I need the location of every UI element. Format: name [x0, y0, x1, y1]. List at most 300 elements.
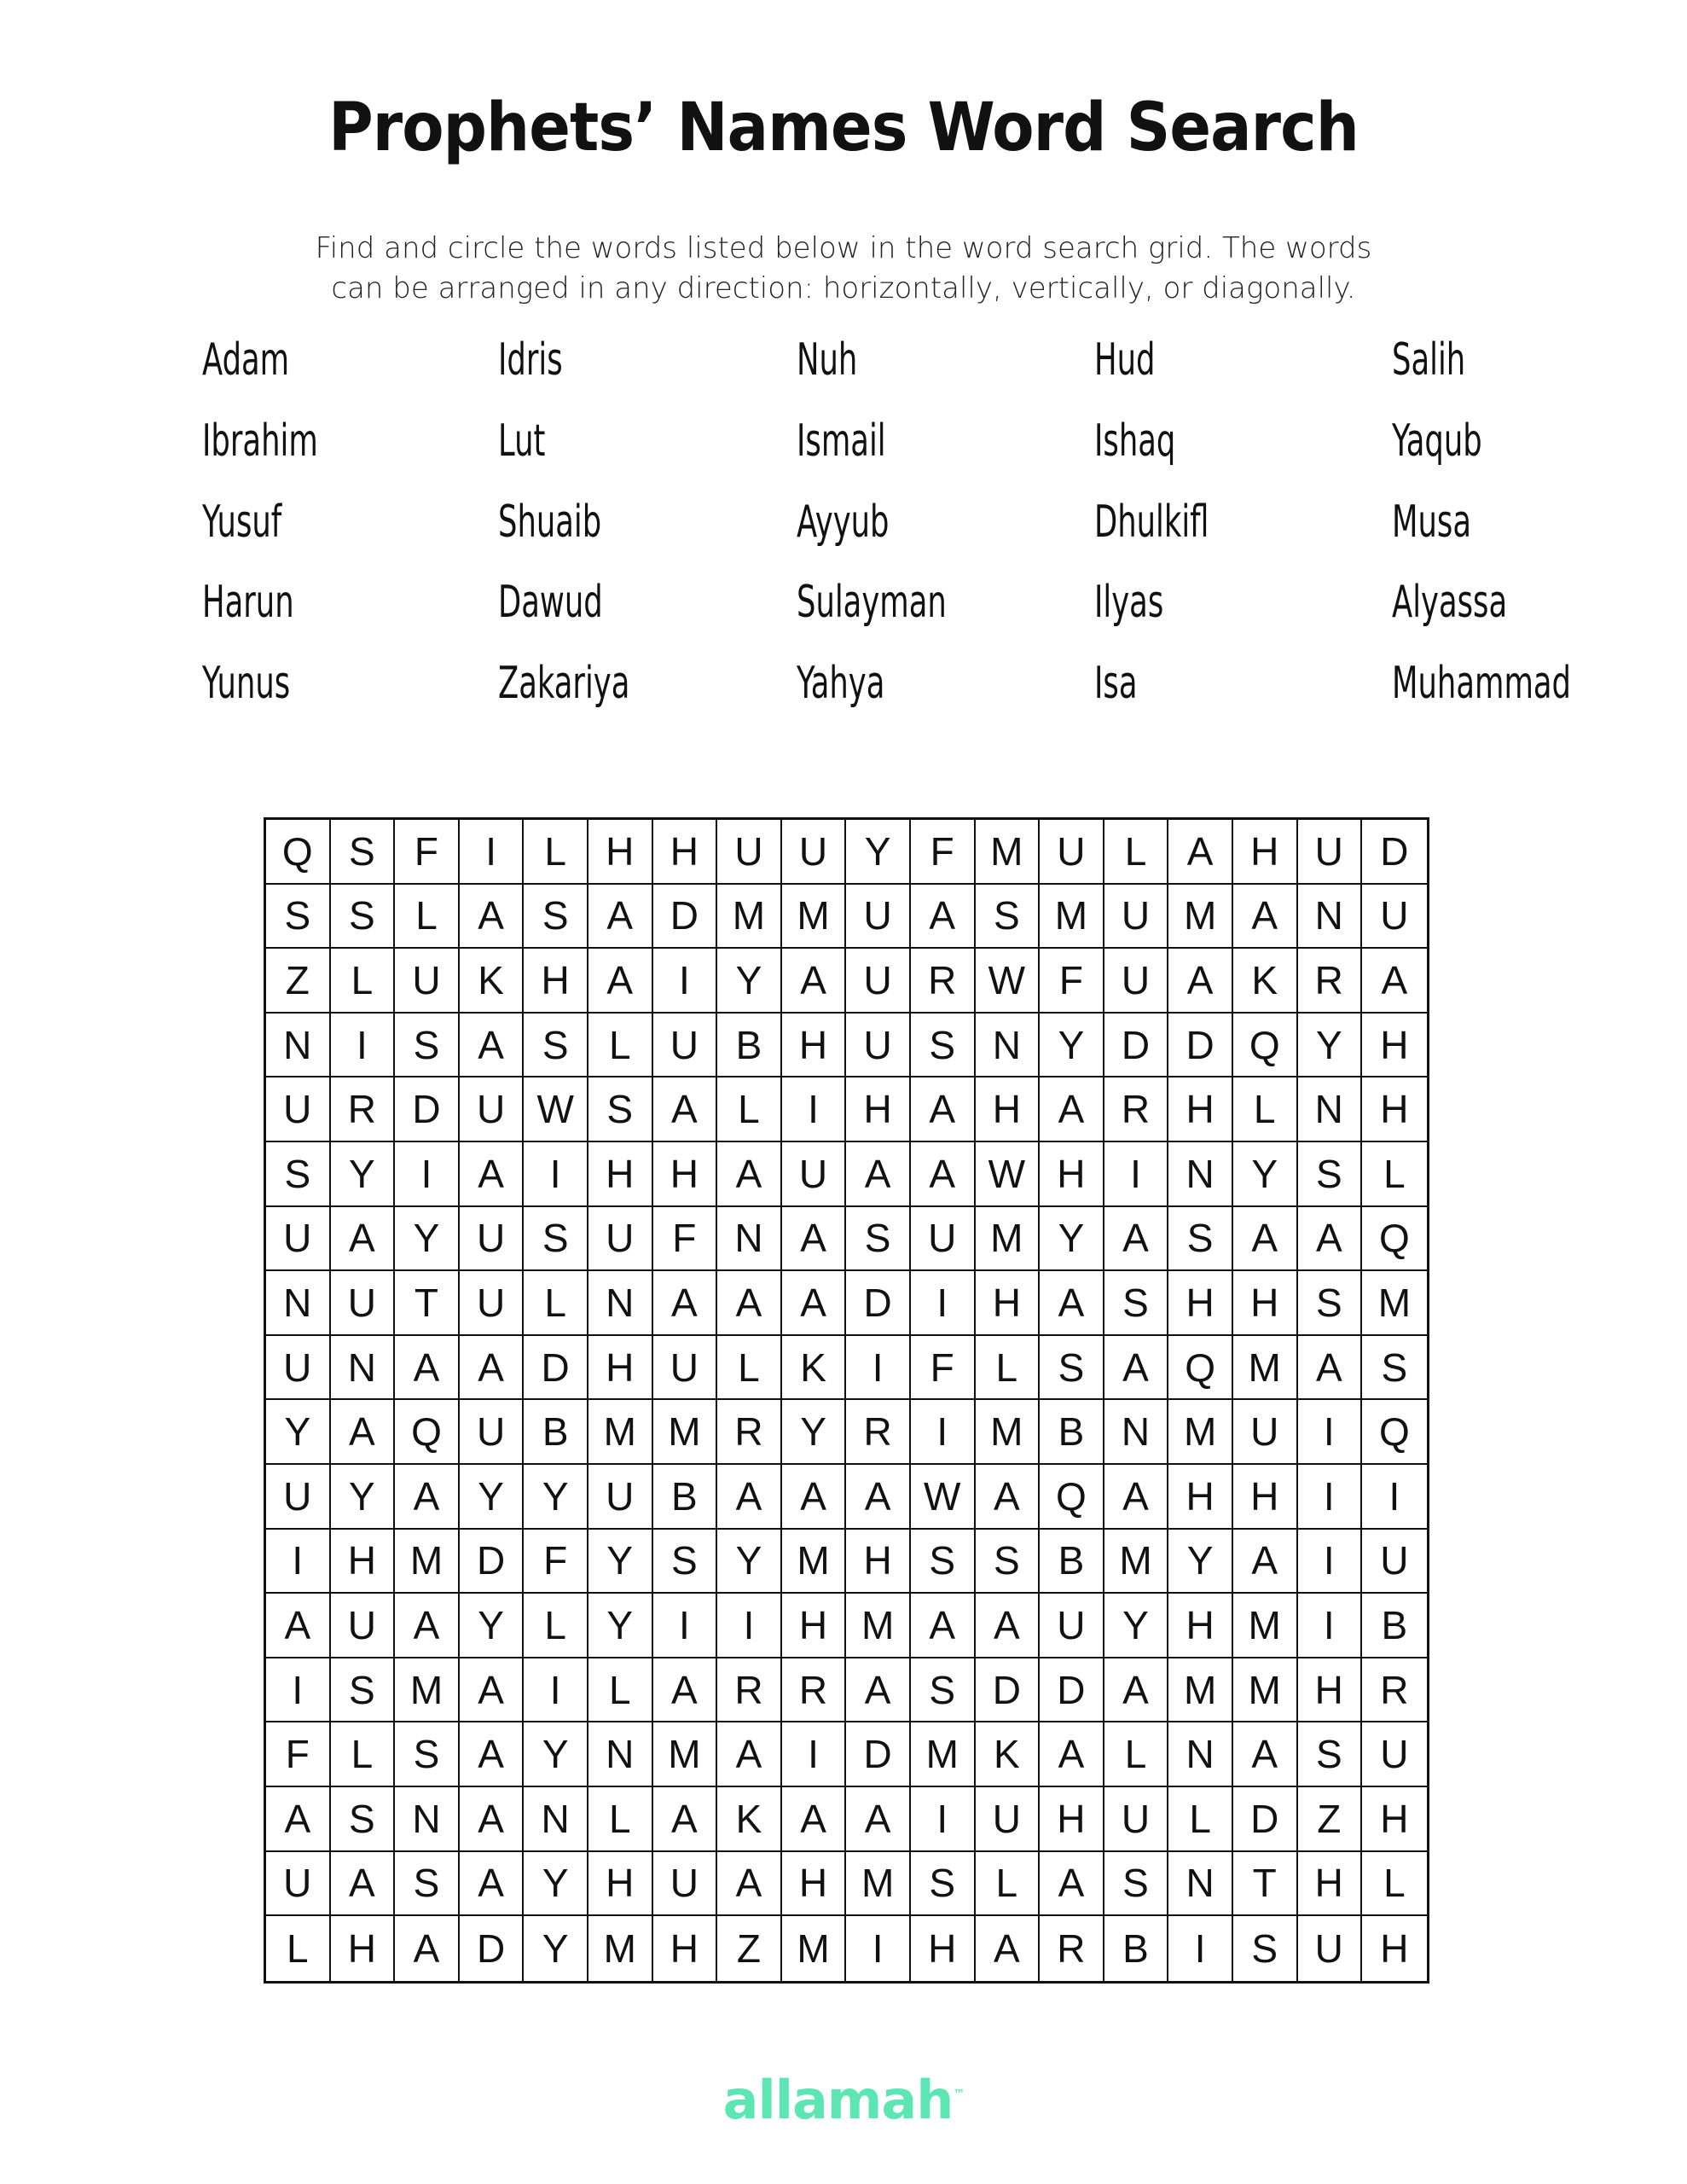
grid-cell[interactable]: A	[782, 1271, 847, 1336]
grid-cell[interactable]: Y	[1104, 1594, 1169, 1658]
grid-cell[interactable]: F	[911, 1336, 976, 1401]
grid-cell[interactable]: M	[1362, 1271, 1427, 1336]
grid-cell[interactable]: I	[911, 1271, 976, 1336]
grid-cell[interactable]: S	[1298, 1722, 1363, 1787]
grid-cell[interactable]: Q	[395, 1400, 460, 1465]
grid-cell[interactable]: N	[1104, 1400, 1169, 1465]
grid-cell[interactable]: Q	[1168, 1336, 1233, 1401]
grid-cell[interactable]: S	[524, 1014, 588, 1078]
grid-cell[interactable]: I	[653, 1594, 718, 1658]
grid-cell[interactable]: B	[524, 1400, 588, 1465]
grid-cell[interactable]: M	[782, 885, 847, 950]
grid-cell[interactable]: Q	[1362, 1400, 1427, 1465]
grid-cell[interactable]: H	[846, 1077, 911, 1142]
grid-cell[interactable]: Z	[1298, 1787, 1363, 1852]
grid-cell[interactable]: Y	[1168, 1530, 1233, 1594]
grid-cell[interactable]: Q	[1233, 1014, 1298, 1078]
grid-cell[interactable]: S	[331, 1658, 396, 1723]
grid-cell[interactable]: U	[266, 1077, 331, 1142]
grid-cell[interactable]: B	[1040, 1530, 1104, 1594]
grid-cell[interactable]: U	[1040, 1594, 1104, 1658]
grid-cell[interactable]: A	[976, 1465, 1041, 1530]
grid-cell[interactable]: N	[266, 1271, 331, 1336]
grid-cell[interactable]: D	[1168, 1014, 1233, 1078]
grid-cell[interactable]: A	[1233, 1207, 1298, 1272]
grid-cell[interactable]: L	[588, 1014, 653, 1078]
grid-cell[interactable]: S	[911, 1530, 976, 1594]
grid-cell[interactable]: A	[653, 1787, 718, 1852]
grid-cell[interactable]: D	[395, 1077, 460, 1142]
grid-cell[interactable]: S	[395, 1014, 460, 1078]
grid-cell[interactable]: M	[1168, 1658, 1233, 1723]
grid-cell[interactable]: U	[266, 1207, 331, 1272]
grid-cell[interactable]: M	[1233, 1594, 1298, 1658]
grid-cell[interactable]: A	[331, 1207, 396, 1272]
grid-cell[interactable]: F	[653, 1207, 718, 1272]
grid-cell[interactable]: U	[1298, 820, 1363, 885]
grid-cell[interactable]: H	[1233, 1465, 1298, 1530]
grid-cell[interactable]: S	[911, 1852, 976, 1917]
grid-cell[interactable]: U	[1298, 1916, 1363, 1981]
grid-cell[interactable]: U	[588, 1207, 653, 1272]
grid-cell[interactable]: M	[1168, 1400, 1233, 1465]
grid-cell[interactable]: Q	[1362, 1207, 1427, 1272]
grid-cell[interactable]: N	[976, 1014, 1041, 1078]
grid-cell[interactable]: A	[266, 1787, 331, 1852]
grid-cell[interactable]: A	[976, 1594, 1041, 1658]
grid-cell[interactable]: L	[1104, 820, 1169, 885]
grid-cell[interactable]: Y	[266, 1400, 331, 1465]
grid-cell[interactable]: A	[782, 949, 847, 1014]
grid-cell[interactable]: S	[976, 1530, 1041, 1594]
grid-cell[interactable]: Q	[1040, 1465, 1104, 1530]
grid-cell[interactable]: U	[653, 1852, 718, 1917]
grid-cell[interactable]: I	[846, 1336, 911, 1401]
grid-cell[interactable]: H	[1233, 820, 1298, 885]
grid-cell[interactable]: I	[331, 1014, 396, 1078]
grid-cell[interactable]: A	[1362, 949, 1427, 1014]
grid-cell[interactable]: A	[460, 1658, 525, 1723]
grid-cell[interactable]: H	[588, 820, 653, 885]
grid-cell[interactable]: A	[460, 1787, 525, 1852]
grid-cell[interactable]: N	[395, 1787, 460, 1852]
grid-cell[interactable]: W	[911, 1465, 976, 1530]
grid-cell[interactable]: U	[266, 1336, 331, 1401]
grid-cell[interactable]: A	[911, 1594, 976, 1658]
grid-cell[interactable]: H	[1362, 1787, 1427, 1852]
grid-cell[interactable]: U	[653, 1336, 718, 1401]
grid-cell[interactable]: D	[1040, 1658, 1104, 1723]
grid-cell[interactable]: Y	[717, 1530, 782, 1594]
grid-cell[interactable]: F	[266, 1722, 331, 1787]
grid-cell[interactable]: A	[1104, 1336, 1169, 1401]
grid-cell[interactable]: S	[524, 1207, 588, 1272]
grid-cell[interactable]: M	[846, 1852, 911, 1917]
grid-cell[interactable]: D	[460, 1916, 525, 1981]
grid-cell[interactable]: L	[1362, 1142, 1427, 1207]
grid-cell[interactable]: K	[460, 949, 525, 1014]
grid-cell[interactable]: H	[1362, 1077, 1427, 1142]
grid-cell[interactable]: A	[266, 1594, 331, 1658]
grid-cell[interactable]: I	[1168, 1916, 1233, 1981]
grid-cell[interactable]: U	[1362, 885, 1427, 950]
grid-cell[interactable]: I	[911, 1787, 976, 1852]
grid-cell[interactable]: A	[1040, 1852, 1104, 1917]
grid-cell[interactable]: U	[395, 949, 460, 1014]
grid-cell[interactable]: W	[976, 1142, 1041, 1207]
grid-cell[interactable]: N	[331, 1336, 396, 1401]
grid-cell[interactable]: I	[782, 1722, 847, 1787]
grid-cell[interactable]: N	[1168, 1722, 1233, 1787]
grid-cell[interactable]: B	[1104, 1916, 1169, 1981]
grid-cell[interactable]: U	[460, 1400, 525, 1465]
grid-cell[interactable]: U	[782, 1142, 847, 1207]
grid-cell[interactable]: N	[1298, 885, 1363, 950]
grid-cell[interactable]: B	[653, 1465, 718, 1530]
grid-cell[interactable]: H	[524, 949, 588, 1014]
grid-cell[interactable]: Y	[782, 1400, 847, 1465]
grid-cell[interactable]: H	[1233, 1271, 1298, 1336]
grid-cell[interactable]: I	[717, 1594, 782, 1658]
grid-cell[interactable]: U	[1104, 1787, 1169, 1852]
grid-cell[interactable]: U	[846, 949, 911, 1014]
grid-cell[interactable]: U	[782, 820, 847, 885]
grid-cell[interactable]: S	[588, 1077, 653, 1142]
grid-cell[interactable]: R	[846, 1400, 911, 1465]
grid-cell[interactable]: A	[653, 1658, 718, 1723]
grid-cell[interactable]: S	[331, 885, 396, 950]
grid-cell[interactable]: A	[717, 1465, 782, 1530]
grid-cell[interactable]: L	[717, 1336, 782, 1401]
grid-cell[interactable]: N	[524, 1787, 588, 1852]
grid-cell[interactable]: M	[1040, 885, 1104, 950]
grid-cell[interactable]: A	[588, 885, 653, 950]
grid-cell[interactable]: M	[653, 1400, 718, 1465]
grid-cell[interactable]: H	[1362, 1014, 1427, 1078]
grid-cell[interactable]: U	[588, 1465, 653, 1530]
grid-cell[interactable]: H	[782, 1014, 847, 1078]
grid-cell[interactable]: M	[782, 1530, 847, 1594]
grid-cell[interactable]: L	[717, 1077, 782, 1142]
grid-cell[interactable]: N	[266, 1014, 331, 1078]
grid-cell[interactable]: H	[976, 1271, 1041, 1336]
grid-cell[interactable]: A	[460, 885, 525, 950]
grid-cell[interactable]: I	[1298, 1465, 1363, 1530]
grid-cell[interactable]: Y	[1040, 1014, 1104, 1078]
grid-cell[interactable]: H	[331, 1530, 396, 1594]
grid-cell[interactable]: U	[911, 1207, 976, 1272]
grid-cell[interactable]: I	[1362, 1465, 1427, 1530]
grid-cell[interactable]: A	[395, 1465, 460, 1530]
grid-cell[interactable]: A	[460, 1142, 525, 1207]
grid-cell[interactable]: A	[1233, 1530, 1298, 1594]
grid-cell[interactable]: H	[1380, 1926, 1409, 1971]
grid-cell[interactable]: K	[782, 1336, 847, 1401]
grid-cell[interactable]: Y	[524, 1916, 588, 1981]
grid-cell[interactable]: L	[1168, 1787, 1233, 1852]
grid-cell[interactable]: D	[1104, 1014, 1169, 1078]
grid-cell[interactable]: A	[460, 1852, 525, 1917]
grid-cell[interactable]: L	[331, 949, 396, 1014]
grid-cell[interactable]: H	[846, 1530, 911, 1594]
grid-cell[interactable]: Y	[1233, 1142, 1298, 1207]
grid-cell[interactable]: M	[1168, 885, 1233, 950]
grid-cell[interactable]: H	[653, 1142, 718, 1207]
grid-cell[interactable]: M	[782, 1916, 847, 1981]
grid-cell[interactable]: M	[976, 1207, 1041, 1272]
grid-cell[interactable]: D	[846, 1722, 911, 1787]
grid-cell[interactable]: S	[653, 1530, 718, 1594]
grid-cell[interactable]: U	[976, 1787, 1041, 1852]
grid-cell[interactable]: R	[782, 1658, 847, 1723]
grid-cell[interactable]: U	[1040, 820, 1104, 885]
grid-cell[interactable]: A	[1233, 1722, 1298, 1787]
grid-cell[interactable]: L	[524, 1271, 588, 1336]
grid-cell[interactable]: S	[911, 1658, 976, 1723]
grid-cell[interactable]: M	[911, 1722, 976, 1787]
grid-cell[interactable]: L	[1362, 1852, 1427, 1917]
grid-cell[interactable]: M	[1104, 1530, 1169, 1594]
grid-cell[interactable]: B	[717, 1014, 782, 1078]
grid-cell[interactable]: D	[846, 1271, 911, 1336]
grid-cell[interactable]: A	[717, 1722, 782, 1787]
grid-cell[interactable]: Y	[717, 949, 782, 1014]
grid-cell[interactable]: A	[717, 1852, 782, 1917]
grid-cell[interactable]: I	[266, 1530, 331, 1594]
grid-cell[interactable]: A	[1298, 1207, 1363, 1272]
grid-cell[interactable]: Y	[1040, 1207, 1104, 1272]
grid-cell[interactable]: S	[395, 1722, 460, 1787]
grid-cell[interactable]: Y	[588, 1594, 653, 1658]
grid-cell[interactable]: A	[911, 1077, 976, 1142]
grid-cell[interactable]: M	[588, 1916, 653, 1981]
grid-cell[interactable]: A	[395, 1336, 460, 1401]
grid-cell[interactable]: H	[1040, 1142, 1104, 1207]
grid-cell[interactable]: Q	[266, 820, 331, 885]
grid-cell[interactable]: H	[653, 1916, 718, 1981]
grid-cell[interactable]: L	[1104, 1722, 1169, 1787]
grid-cell[interactable]: I	[524, 1142, 588, 1207]
grid-cell[interactable]: R	[717, 1658, 782, 1723]
grid-cell[interactable]: B	[1362, 1594, 1427, 1658]
grid-cell[interactable]: L	[331, 1722, 396, 1787]
grid-cell[interactable]: A	[1298, 1336, 1363, 1401]
grid-cell[interactable]: U	[331, 1594, 396, 1658]
grid-cell[interactable]: I	[1104, 1142, 1169, 1207]
grid-cell[interactable]: Y	[524, 1722, 588, 1787]
grid-cell[interactable]: Z	[717, 1916, 782, 1981]
grid-cell[interactable]: M	[588, 1400, 653, 1465]
grid-cell[interactable]: R	[1362, 1658, 1427, 1723]
grid-cell[interactable]: T	[395, 1271, 460, 1336]
grid-cell[interactable]: H	[1168, 1465, 1233, 1530]
grid-cell[interactable]: A	[976, 1916, 1041, 1981]
grid-cell[interactable]: L	[976, 1336, 1041, 1401]
grid-cell[interactable]: B	[1040, 1400, 1104, 1465]
grid-cell[interactable]: L	[588, 1787, 653, 1852]
grid-cell[interactable]: A	[911, 1142, 976, 1207]
grid-cell[interactable]: U	[266, 1852, 331, 1917]
grid-cell[interactable]: L	[976, 1852, 1041, 1917]
grid-cell[interactable]: L	[524, 1594, 588, 1658]
grid-cell[interactable]: A	[911, 885, 976, 950]
grid-cell[interactable]: A	[1104, 1207, 1169, 1272]
grid-cell[interactable]: N	[1168, 1142, 1233, 1207]
grid-cell[interactable]: H	[1168, 1077, 1233, 1142]
grid-cell[interactable]: Y	[460, 1465, 525, 1530]
grid-cell[interactable]: W	[524, 1077, 588, 1142]
grid-cell[interactable]: T	[1233, 1852, 1298, 1917]
grid-cell[interactable]: U	[266, 1465, 331, 1530]
grid-cell[interactable]: H	[911, 1916, 976, 1981]
grid-cell[interactable]: A	[846, 1142, 911, 1207]
grid-cell[interactable]: I	[846, 1916, 911, 1981]
grid-cell[interactable]: R	[1104, 1077, 1169, 1142]
grid-cell[interactable]: A	[653, 1271, 718, 1336]
grid-cell[interactable]: A	[1168, 820, 1233, 885]
grid-cell[interactable]: U	[460, 1271, 525, 1336]
grid-cell[interactable]: A	[1040, 1722, 1104, 1787]
grid-cell[interactable]: S	[976, 885, 1041, 950]
grid-cell[interactable]: N	[1168, 1852, 1233, 1917]
grid-cell[interactable]: A	[331, 1400, 396, 1465]
grid-cell[interactable]: A	[782, 1465, 847, 1530]
grid-cell[interactable]: H	[588, 1336, 653, 1401]
grid-cell[interactable]: M	[1233, 1336, 1298, 1401]
grid-cell[interactable]: H	[588, 1852, 653, 1917]
grid-cell[interactable]: A	[846, 1658, 911, 1723]
grid-cell[interactable]: A	[717, 1271, 782, 1336]
grid-cell[interactable]: I	[460, 820, 525, 885]
grid-cell[interactable]: Y	[1298, 1014, 1363, 1078]
grid-cell[interactable]: D	[976, 1658, 1041, 1723]
grid-cell[interactable]: S	[1168, 1207, 1233, 1272]
grid-cell[interactable]: L	[1233, 1077, 1298, 1142]
grid-cell[interactable]: A	[460, 1014, 525, 1078]
grid-cell[interactable]: H	[653, 820, 718, 885]
grid-cell[interactable]: I	[911, 1400, 976, 1465]
grid-cell[interactable]: R	[331, 1077, 396, 1142]
grid-cell[interactable]: S	[331, 820, 396, 885]
grid-cell[interactable]: R	[717, 1400, 782, 1465]
grid-cell[interactable]: S	[1298, 1271, 1363, 1336]
grid-cell[interactable]: I	[395, 1142, 460, 1207]
grid-cell[interactable]: Y	[331, 1465, 396, 1530]
grid-cell[interactable]: A	[1168, 949, 1233, 1014]
grid-cell[interactable]: R	[1040, 1916, 1104, 1981]
grid-cell[interactable]: Y	[524, 1465, 588, 1530]
grid-cell[interactable]: N	[588, 1271, 653, 1336]
grid-cell[interactable]: I	[1298, 1594, 1363, 1658]
grid-cell[interactable]: L	[524, 820, 588, 885]
grid-cell[interactable]: K	[1233, 949, 1298, 1014]
grid-cell[interactable]: F	[395, 820, 460, 885]
grid-cell[interactable]: S	[911, 1014, 976, 1078]
grid-cell[interactable]: H	[1168, 1271, 1233, 1336]
grid-cell[interactable]: A	[1104, 1658, 1169, 1723]
grid-cell[interactable]: M	[653, 1722, 718, 1787]
grid-cell[interactable]: K	[976, 1722, 1041, 1787]
grid-cell[interactable]: K	[717, 1787, 782, 1852]
grid-cell[interactable]: A	[331, 1852, 396, 1917]
grid-cell[interactable]: L	[266, 1916, 331, 1981]
grid-cell[interactable]: M	[395, 1530, 460, 1594]
grid-cell[interactable]: U	[653, 1014, 718, 1078]
grid-cell[interactable]: I	[653, 949, 718, 1014]
grid-cell[interactable]: Y	[331, 1142, 396, 1207]
grid-cell[interactable]: A	[1040, 1271, 1104, 1336]
grid-cell[interactable]: R	[911, 949, 976, 1014]
grid-cell[interactable]: A	[460, 1336, 525, 1401]
grid-cell[interactable]: S	[1104, 1271, 1169, 1336]
grid-cell[interactable]: A	[846, 1465, 911, 1530]
grid-cell[interactable]: S	[266, 1142, 331, 1207]
grid-cell[interactable]: I	[1298, 1400, 1363, 1465]
grid-cell[interactable]: A	[1104, 1465, 1169, 1530]
grid-cell[interactable]: Y	[524, 1852, 588, 1917]
grid-cell[interactable]: R	[1298, 949, 1363, 1014]
grid-cell[interactable]: Y	[588, 1530, 653, 1594]
grid-cell[interactable]: F	[1040, 949, 1104, 1014]
grid-cell[interactable]: M	[395, 1658, 460, 1723]
grid-cell[interactable]: S	[331, 1787, 396, 1852]
grid-cell[interactable]: U	[1104, 949, 1169, 1014]
grid-cell[interactable]: N	[1298, 1077, 1363, 1142]
grid-cell[interactable]: S	[1104, 1852, 1169, 1917]
grid-cell[interactable]: A	[395, 1594, 460, 1658]
grid-cell[interactable]: I	[782, 1077, 847, 1142]
grid-cell[interactable]: A	[653, 1077, 718, 1142]
grid-cell[interactable]: A	[846, 1787, 911, 1852]
grid-cell[interactable]: I	[266, 1658, 331, 1723]
grid-cell[interactable]: A	[395, 1916, 460, 1981]
grid-cell[interactable]: I	[1298, 1530, 1363, 1594]
grid-cell[interactable]: U	[1104, 885, 1169, 950]
grid-cell[interactable]: L	[588, 1658, 653, 1723]
grid-cell[interactable]: H	[588, 1142, 653, 1207]
grid-cell[interactable]: S	[1233, 1916, 1298, 1981]
grid-cell[interactable]: H	[1298, 1852, 1363, 1917]
grid-cell[interactable]: F	[524, 1530, 588, 1594]
grid-cell[interactable]: U	[1233, 1400, 1298, 1465]
grid-cell[interactable]: H	[782, 1852, 847, 1917]
grid-cell[interactable]: H	[1040, 1787, 1104, 1852]
grid-cell[interactable]: S	[524, 885, 588, 950]
grid-cell[interactable]: U	[717, 820, 782, 885]
grid-cell[interactable]: A	[1040, 1077, 1104, 1142]
grid-cell[interactable]: Y	[846, 820, 911, 885]
grid-cell[interactable]: F	[911, 820, 976, 885]
grid-cell[interactable]: S	[846, 1207, 911, 1272]
grid-cell[interactable]: S	[395, 1852, 460, 1917]
grid-cell[interactable]: M	[976, 820, 1041, 885]
grid-cell[interactable]: D	[524, 1336, 588, 1401]
grid-cell[interactable]: U	[846, 1014, 911, 1078]
grid-cell[interactable]: A	[782, 1207, 847, 1272]
grid-cell[interactable]: U	[846, 885, 911, 950]
grid-cell[interactable]: Y	[395, 1207, 460, 1272]
grid-cell[interactable]: H	[331, 1916, 396, 1981]
grid-cell[interactable]: S	[1040, 1336, 1104, 1401]
grid-cell[interactable]: D	[653, 885, 718, 950]
grid-cell[interactable]: H	[1168, 1594, 1233, 1658]
grid-cell[interactable]: U	[460, 1207, 525, 1272]
grid-cell[interactable]: S	[266, 885, 331, 950]
grid-cell[interactable]: A	[717, 1142, 782, 1207]
grid-cell[interactable]: A	[588, 949, 653, 1014]
grid-cell[interactable]: S	[1362, 1336, 1427, 1401]
grid-cell[interactable]: S	[1298, 1142, 1363, 1207]
